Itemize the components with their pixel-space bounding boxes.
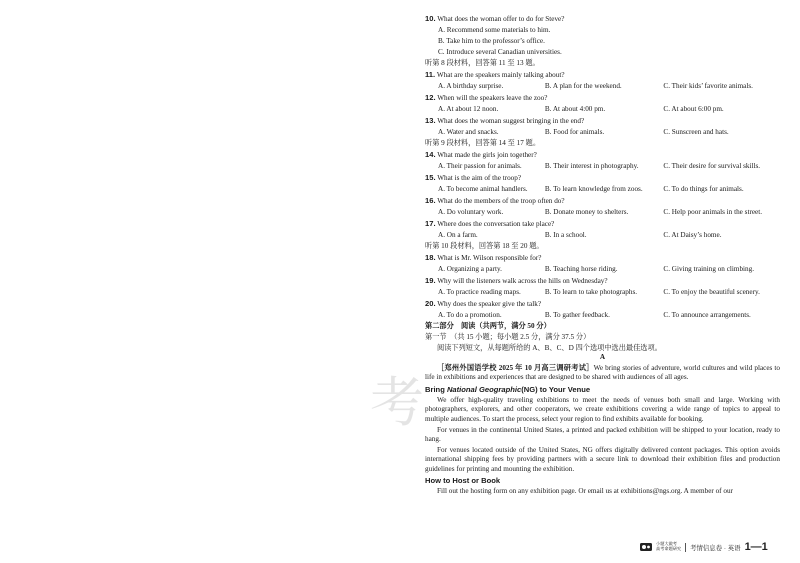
option-b: B. Take him to the professor’s office.	[438, 36, 545, 45]
option-c: C. Introduce several Canadian universities.	[438, 47, 562, 56]
instruction: 阅读下列短文，从每题所给的 A、B、C、D 四个选项中选出最佳选项。	[437, 343, 662, 352]
paragraph-4: Fill out the hosting form on any exhibition page. Or email us at exhibitions@ngs.org. A member of our	[437, 487, 733, 496]
options-row: A. On a farm. B. In a school. C. At Daisy’s home.	[438, 230, 722, 239]
sub-title: 第一节 （共 15 小题；每小题 2.5 分，满分 37.5 分）	[425, 332, 591, 341]
options-row: A. At about 12 noon. B. At about 4:00 pm. C. At about 6:00 pm.	[438, 104, 724, 113]
question-12: 12. When will the speakers leave the zoo?	[425, 92, 548, 102]
question-11: 11. What are the speakers mainly talking about?	[425, 69, 565, 79]
footer-divider	[685, 543, 686, 552]
part-title: 第二部分 阅读（共两节，满分 50 分）	[425, 321, 551, 330]
options-row: A. To do a promotion. B. To gather feedback. C. To announce arrangements.	[438, 310, 751, 319]
listening-note-10: 听第 10 段材料，回答第 18 至 20 题。	[425, 241, 544, 250]
listening-note-9: 听第 9 段材料，回答第 14 至 17 题。	[425, 138, 541, 147]
question-17: 17. Where does the conversation take place?	[425, 218, 555, 228]
exam-tag: ［郑州外国语学校 2025 年 10 月高三调研考试］	[437, 364, 594, 372]
options-row: A. A birthday surprise. B. A plan for the weekend. C. Their kids’ favorite animals.	[438, 81, 753, 90]
question-18: 18. What is Mr. Wilson responsible for?	[425, 252, 542, 262]
options-row: A. Their passion for animals. B. Their interest in photography. C. Their desire for survival skills.	[438, 161, 761, 170]
option-a: A. Recommend some materials to him.	[438, 25, 551, 34]
intro-paragraph: ［郑州外国语学校 2025 年 10 月高三调研考试］We bring stories of adventure, world cultures and wild places to life in exhibitions and experiences that are designed to be shared with audiences of all ages.	[425, 364, 780, 382]
options-row: A. To become animal handlers. B. To learn knowledge from zoos. C. To do things for animals.	[438, 184, 744, 193]
question-14: 14. What made the girls join together?	[425, 149, 537, 159]
options-row: A. Do voluntary work. B. Donate money to shelters. C. Help poor animals in the street.	[438, 207, 763, 216]
options-row: A. Water and snacks. B. Food for animals. C. Sunscreen and hats.	[438, 127, 729, 136]
question-13: 13. What does the woman suggest bringing in the end?	[425, 115, 585, 125]
paragraph-1: We offer high-quality traveling exhibitions to meet the needs of venues both small and large. Working with photographers, explorers, and other cooperators, we create exhibitions covering a wide range of topics to appeal to multiple audiences. To start the process, select your region to find exhibits available for booking.	[425, 395, 780, 423]
page-number: 1—1	[744, 541, 768, 553]
options-row: A. Organizing a party. B. Teaching horse riding. C. Giving training on climbing.	[438, 264, 755, 273]
paragraph-3: For venues located outside of the United States, NG offers digitally delivered content packages. This option avoids international shipping fees by providing partners with a secure link to download their exhibition files and production guidelines for printing and mounting the exhibition.	[425, 446, 780, 473]
passage-label: A	[599, 353, 606, 361]
heading-bring-ng: Bring National Geographic(NG) to Your Venue	[425, 384, 591, 394]
page-content	[425, 12, 780, 497]
question-16: 16. What do the members of the troop often do?	[425, 195, 565, 205]
question-19: 19. Why will the listeners walk across the hills on Wednesday?	[425, 275, 608, 285]
paragraph-2: For venues in the continental United States, a printed and packed exhibition will be shipped to your location, ready to hang.	[425, 425, 780, 444]
question-15: 15. What is the aim of the troop?	[425, 172, 522, 182]
watermark: 考	[370, 371, 424, 434]
options-row: A. To practice reading maps. B. To learn to take photographs. C. To enjoy the beautiful scenery.	[438, 287, 760, 296]
question-20: 20. Why does the speaker give the talk?	[425, 298, 542, 308]
series-name: 考情信息卷 · 英语	[690, 544, 741, 552]
publisher-logo-icon	[640, 542, 652, 552]
heading-how-to-host: How to Host or Book	[425, 476, 501, 486]
publisher-mark: 小题大做考 高考命题研究	[656, 541, 682, 551]
question-10: 10. What does the woman offer to do for Steve?	[425, 13, 565, 23]
page-footer	[640, 541, 768, 553]
listening-note-8: 听第 8 段材料，回答第 11 至 13 题。	[425, 58, 540, 67]
